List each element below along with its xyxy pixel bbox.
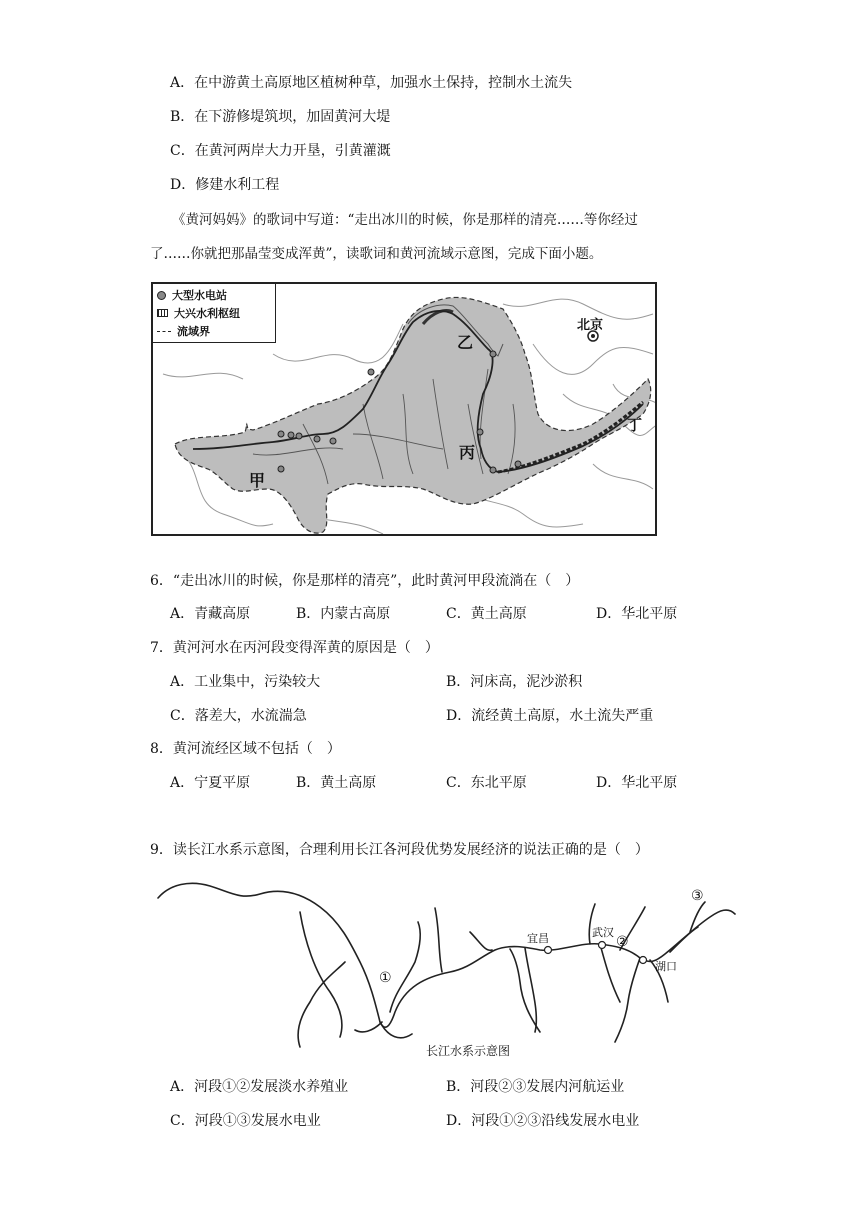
q8-option-d[interactable]: D．华北平原 <box>596 775 678 791</box>
q5-option-d[interactable]: D．修建水利工程 <box>170 177 280 193</box>
legend-hydro-label: 大型水电站 <box>172 289 227 302</box>
map-label-bing: 丙 <box>459 443 476 462</box>
legend-hub-label: 大兴水利枢纽 <box>174 307 240 320</box>
yichang-label: 宜昌 <box>527 932 549 945</box>
map-label-jia: 甲 <box>249 471 266 490</box>
q9-option-a[interactable]: A．河段①②发展淡水养殖业 <box>170 1079 349 1095</box>
yellow-river-map <box>151 282 657 536</box>
q6-option-a[interactable]: A．青藏高原 <box>170 606 251 622</box>
q8-option-c[interactable]: C．东北平原 <box>446 775 527 791</box>
yangtze-river-map <box>150 872 750 1062</box>
q8-stem: 8．黄河流经区域不包括（ ） <box>150 741 341 757</box>
q6-option-c[interactable]: C．黄土高原 <box>446 606 527 622</box>
map-legend <box>153 284 276 343</box>
legend-hub <box>157 305 240 321</box>
q7-option-b[interactable]: B．河床高，泥沙淤积 <box>446 674 583 690</box>
q6-stem: 6．“走出冰川的时候，你是那样的清亮”，此时黄河甲段流淌在（ ） <box>150 573 580 589</box>
intro-line-2: 了……你就把那晶莹变成浑黄”，读歌词和黄河流域示意图，完成下面小题。 <box>150 246 603 262</box>
q5-option-c[interactable]: C．在黄河两岸大力开垦，引黄灌溉 <box>170 143 391 159</box>
q7-stem: 7．黄河河水在丙河段变得浑黄的原因是（ ） <box>150 640 439 656</box>
q9-option-b[interactable]: B．河段②③发展内河航运业 <box>446 1079 625 1095</box>
map-label-yi: 乙 <box>457 333 474 352</box>
q9-option-c[interactable]: C．河段①③发展水电业 <box>170 1113 321 1129</box>
q8-option-b[interactable]: B．黄土高原 <box>296 775 377 791</box>
q5-option-a[interactable]: A．在中游黄土高原地区植树种草，加强水土保持，控制水土流失 <box>170 75 573 91</box>
segment-2-label: ② <box>616 934 629 950</box>
segment-3-label: ③ <box>691 888 704 904</box>
q6-option-d[interactable]: D．华北平原 <box>596 606 678 622</box>
wuhan-label: 武汉 <box>592 926 614 939</box>
q6-option-b[interactable]: B．内蒙古高原 <box>296 606 391 622</box>
map-label-beijing: 北京 <box>577 318 604 333</box>
legend-boundary <box>157 323 210 339</box>
legend-hydro <box>157 287 227 303</box>
legend-boundary-label: 流域界 <box>177 325 210 338</box>
q9-stem: 9．读长江水系示意图，合理利用长江各河段优势发展经济的说法正确的是（ ） <box>150 842 649 858</box>
q8-option-a[interactable]: A．宁夏平原 <box>170 775 251 791</box>
hydro-station-icon <box>157 291 166 300</box>
intro-line-1: 《黄河妈妈》的歌词中写道：“走出冰川的时候，你是那样的清亮……等你经过 <box>172 212 638 228</box>
hukou-label: 湖口 <box>655 960 677 973</box>
q7-option-a[interactable]: A．工业集中，污染较大 <box>170 674 321 690</box>
water-hub-icon <box>157 309 168 317</box>
q5-option-b[interactable]: B．在下游修堤筑坝，加固黄河大堤 <box>170 109 391 125</box>
map-label-ding: 丁 <box>627 416 643 434</box>
yangtze-map-caption: 长江水系示意图 <box>426 1044 511 1058</box>
q7-option-d[interactable]: D．流经黄土高原，水土流失严重 <box>446 708 654 724</box>
q9-option-d[interactable]: D．河段①②③沿线发展水电业 <box>446 1113 640 1129</box>
q7-option-c[interactable]: C．落差大，水流湍急 <box>170 708 307 724</box>
segment-1-label: ① <box>379 970 392 986</box>
dashed-line-icon <box>157 331 171 332</box>
